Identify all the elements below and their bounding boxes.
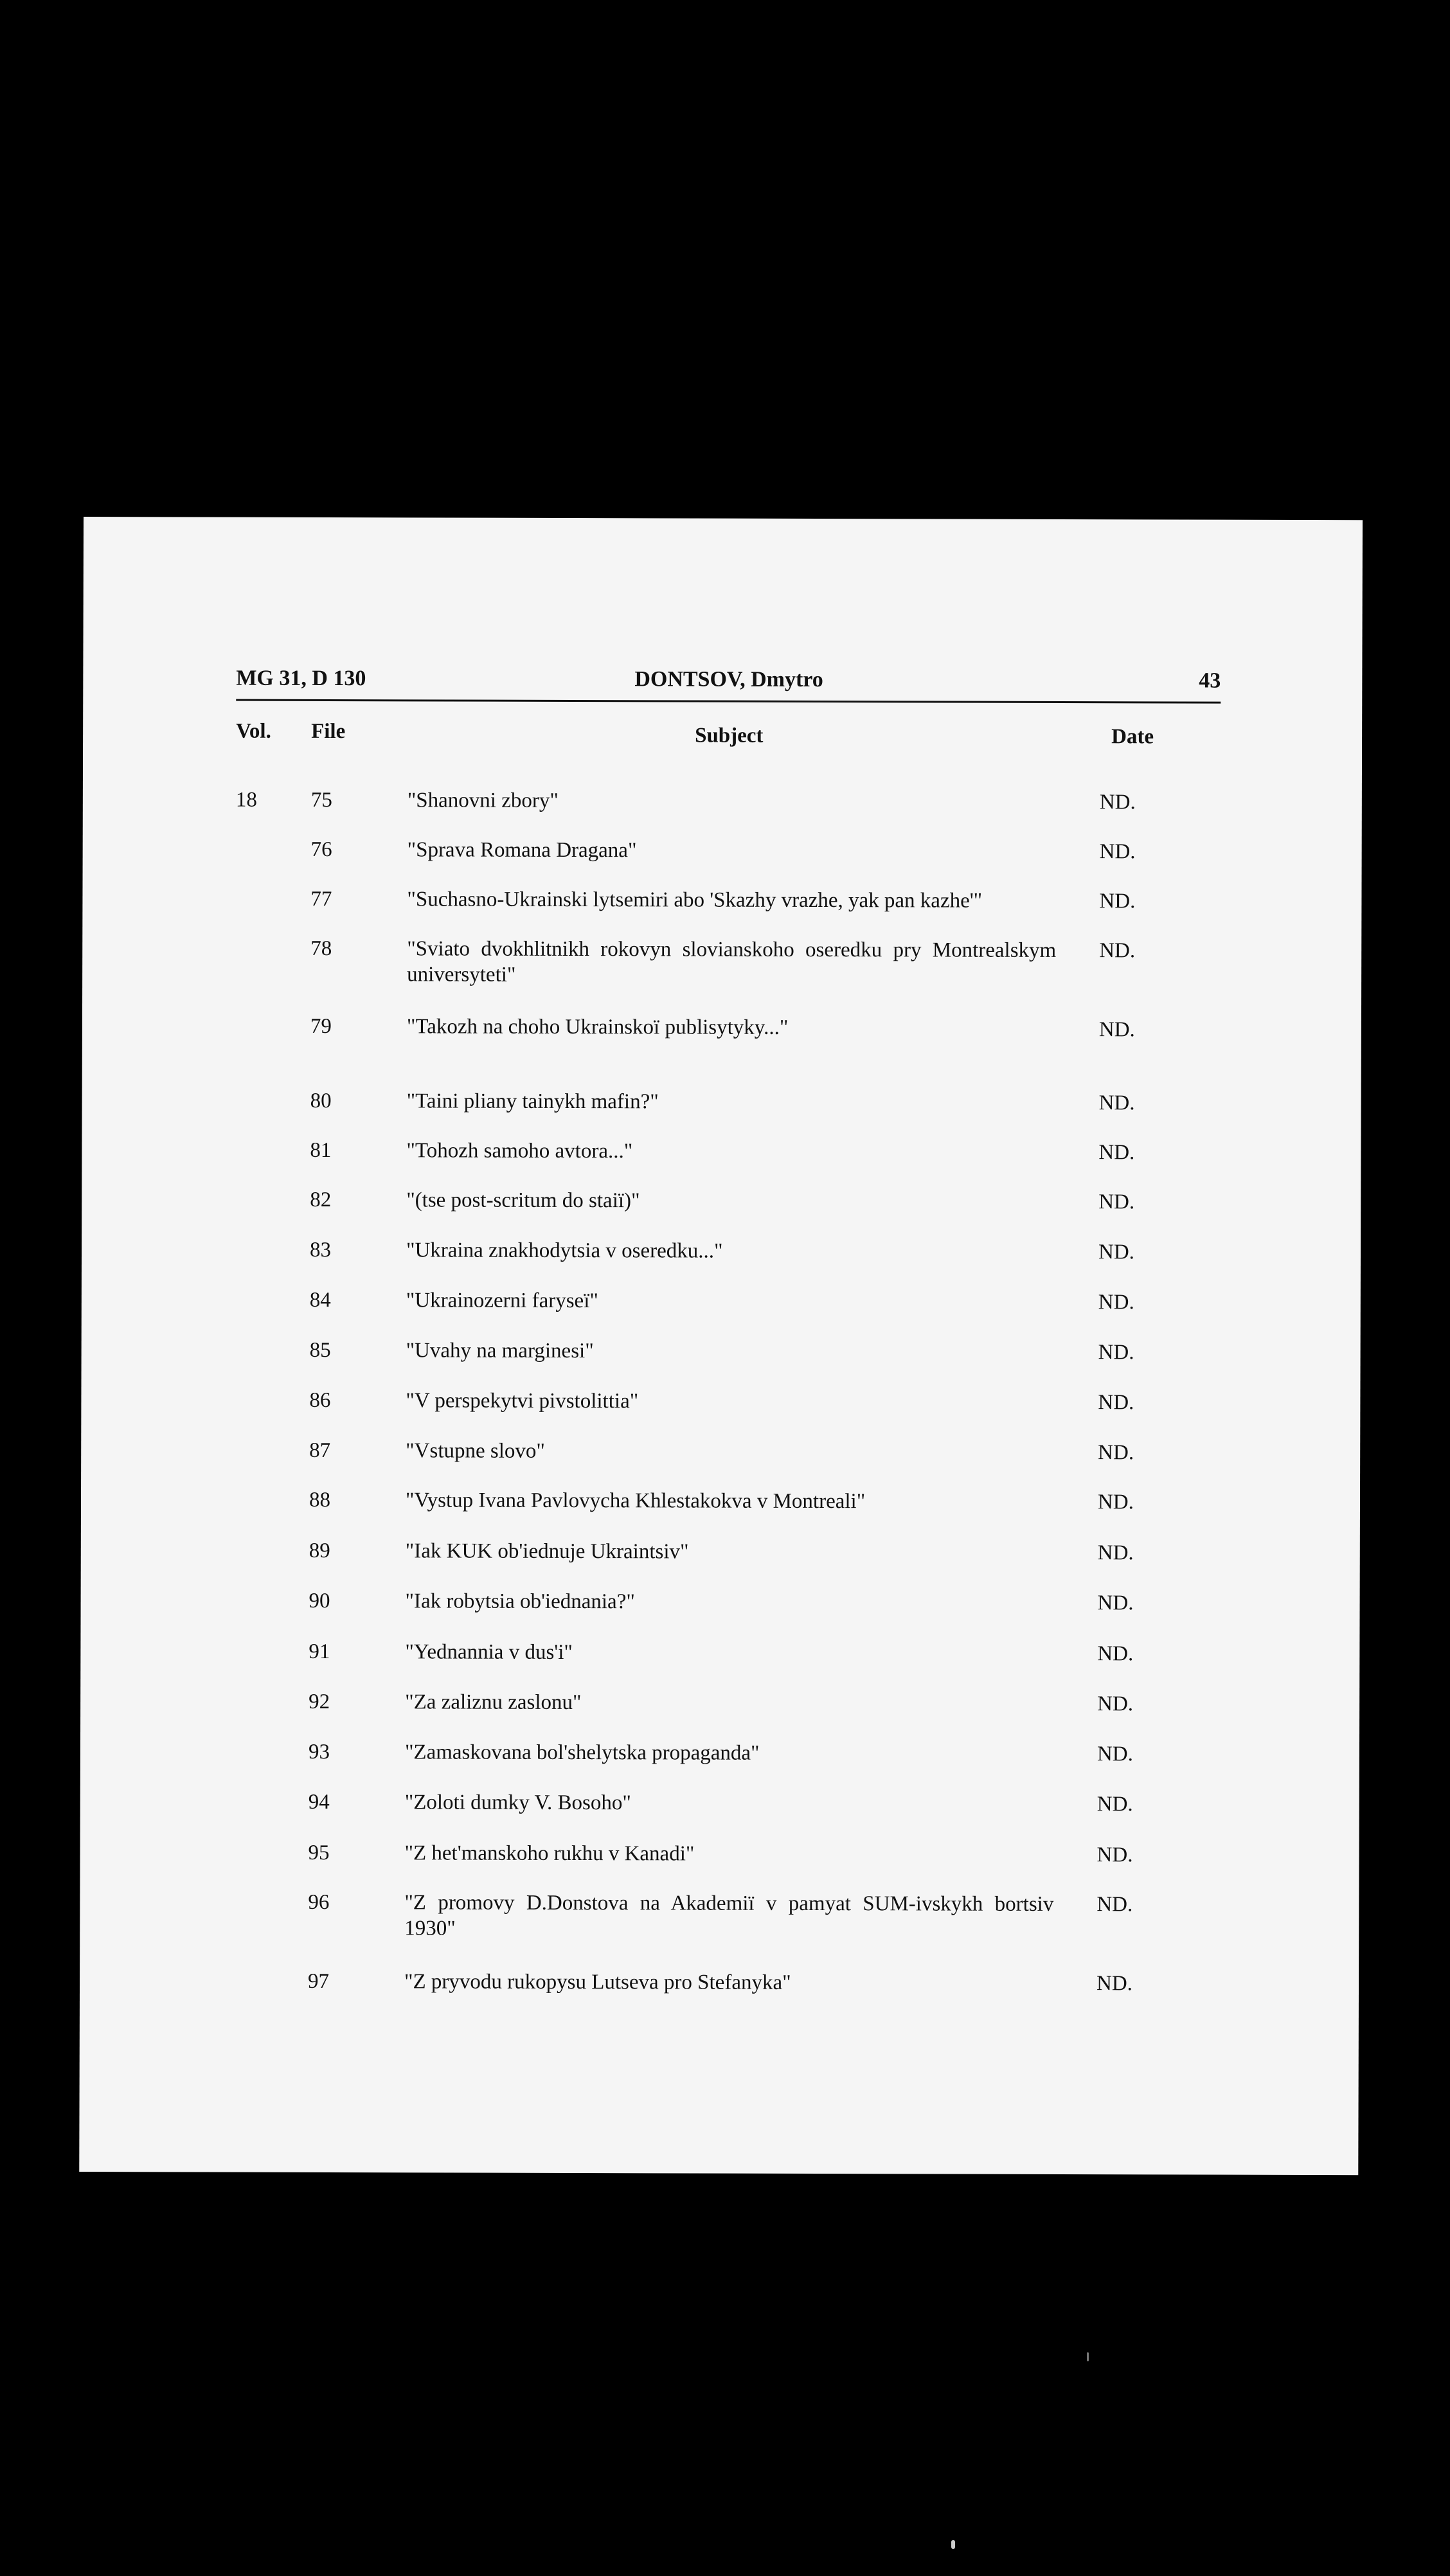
date-cell: ND. <box>1096 1793 1133 1816</box>
date-cell: ND. <box>1097 1642 1134 1666</box>
file-number: 80 <box>310 1089 332 1113</box>
file-number: 84 <box>309 1288 331 1312</box>
table-row <box>82 935 1361 987</box>
file-number: 76 <box>310 837 332 862</box>
subject-text: "Shanovni zbory" <box>407 789 559 812</box>
date-cell: ND. <box>1096 1893 1133 1917</box>
subject-text: "Iak robytsia ob'iednania?" <box>405 1589 635 1614</box>
page-number: 43 <box>1199 668 1221 693</box>
date-cell: ND. <box>1097 1490 1134 1514</box>
file-number: 96 <box>308 1890 330 1915</box>
table-row <box>80 1839 1359 1867</box>
file-number: 75 <box>310 788 332 812</box>
date-cell: ND. <box>1097 1541 1134 1565</box>
file-number: 92 <box>309 1690 330 1714</box>
subject-text: "Z promovy D.Donstova na Akademiï v pamyat SUM-ivskykh bortsiv 1930" <box>404 1891 1054 1940</box>
file-number: 81 <box>310 1138 332 1163</box>
subject-text: "Takozh na choho Ukrainskoï publisytyky..." <box>406 1015 789 1039</box>
file-number: 97 <box>307 1969 330 1994</box>
column-header-vol: Vol. <box>236 719 271 743</box>
subject-text: "Iak KUK ob'iednuje Ukraintsiv" <box>405 1539 689 1564</box>
date-cell: ND. <box>1099 840 1136 864</box>
file-number: 85 <box>309 1338 331 1363</box>
date-cell: ND. <box>1096 1843 1133 1867</box>
table-row <box>82 1013 1361 1042</box>
scan-speck <box>1087 2352 1089 2361</box>
table-row <box>80 1638 1359 1666</box>
subject-text: "Suchasno-Ukrainski lytsemiri abo 'Skazhy vrazhe, yak pan kazhe'" <box>407 888 983 913</box>
table-row <box>81 1537 1360 1565</box>
subject-text: "Z pryvodu rukopysu Lutseva pro Stefanyka" <box>404 1970 791 1994</box>
table-row <box>80 1789 1359 1816</box>
date-cell: ND. <box>1098 1190 1135 1214</box>
table-row <box>82 886 1361 913</box>
table-row <box>80 1889 1359 1940</box>
date-cell: ND. <box>1098 1091 1135 1115</box>
subject-text: "Yednannia v dus'i" <box>405 1640 573 1664</box>
table-row <box>81 1437 1360 1465</box>
table-row <box>81 1588 1360 1615</box>
subject-text: "Zamaskovana bol'shelytska propaganda" <box>404 1740 760 1765</box>
table-row <box>82 1137 1361 1165</box>
date-cell: ND. <box>1098 1018 1135 1042</box>
file-number: 78 <box>310 936 332 961</box>
table-row <box>82 1287 1361 1314</box>
date-cell: ND. <box>1099 791 1136 814</box>
table-row <box>83 836 1362 864</box>
subject-text: "Sviato dvokhlitnikh rokovyn slovianskoho oseredku pry Montrealskym universyteti" <box>407 937 1057 987</box>
date-cell: ND. <box>1098 1441 1134 1465</box>
file-number: 94 <box>308 1790 330 1814</box>
subject-text: "Ukrainozerni faryseï" <box>406 1289 598 1313</box>
date-cell: ND. <box>1099 939 1136 963</box>
file-number: 93 <box>308 1740 330 1764</box>
file-number: 77 <box>310 887 332 911</box>
subject-text: "Tohozh samoho avtora..." <box>406 1139 633 1163</box>
table-row <box>80 1968 1359 1996</box>
file-number: 89 <box>309 1539 330 1563</box>
subject-text: "Vstupne slovo" <box>406 1439 545 1463</box>
table-row <box>81 1387 1360 1415</box>
subject-text: "Taini pliany tainykh mafin?" <box>406 1089 659 1114</box>
subject-text: "Za zaliznu zaslonu" <box>405 1690 582 1715</box>
subject-text: "Zoloti dumky V. Bosoho" <box>404 1791 631 1815</box>
date-cell: ND. <box>1097 1591 1134 1615</box>
file-number: 86 <box>309 1388 331 1413</box>
page-header <box>236 666 1221 701</box>
date-cell: ND. <box>1096 1742 1133 1766</box>
date-cell: ND. <box>1096 1972 1132 1996</box>
table-row <box>82 1337 1361 1364</box>
column-header-file: File <box>311 719 346 744</box>
subject-text: "V perspekytvi pivstolittia" <box>406 1389 639 1413</box>
file-number: 82 <box>310 1188 332 1212</box>
date-cell: ND. <box>1098 1341 1134 1364</box>
column-header-subject: Subject <box>695 724 764 747</box>
date-cell: ND. <box>1098 1391 1134 1415</box>
date-cell: ND. <box>1098 1291 1134 1314</box>
file-number: 91 <box>309 1640 330 1664</box>
file-number: 90 <box>309 1589 330 1613</box>
table-row <box>80 1688 1359 1716</box>
fonds-reference: MG 31, D 130 <box>236 666 366 691</box>
fonds-name: DONTSOV, Dmytro <box>634 667 823 692</box>
vol-cell: 18 <box>235 788 257 812</box>
subject-text: "Vystup Ivana Pavlovycha Khlestakokva v Montreali" <box>405 1489 866 1514</box>
date-cell: ND. <box>1098 1141 1135 1165</box>
table-row <box>82 1087 1361 1115</box>
table-row <box>82 1186 1361 1214</box>
subject-text: "(tse post-scritum do staiï)" <box>406 1188 640 1213</box>
column-header-date: Date <box>1111 725 1154 749</box>
scan-speck <box>951 2540 955 2549</box>
subject-text: "Ukraina znakhodytsia v oseredku..." <box>406 1239 723 1263</box>
table-row <box>82 1237 1361 1264</box>
file-number: 87 <box>309 1438 331 1463</box>
date-cell: ND. <box>1099 890 1136 913</box>
table-row <box>81 1487 1360 1514</box>
table-row <box>83 787 1362 814</box>
subject-text: "Sprava Romana Dragana" <box>407 838 637 863</box>
date-cell: ND. <box>1097 1692 1134 1716</box>
file-number: 88 <box>309 1488 331 1512</box>
file-number: 95 <box>308 1841 330 1865</box>
date-cell: ND. <box>1098 1240 1134 1264</box>
file-number: 79 <box>310 1014 332 1039</box>
file-number: 83 <box>309 1238 332 1262</box>
subject-text: "Uvahy na marginesi" <box>406 1339 594 1363</box>
table-row <box>80 1739 1359 1766</box>
document-page <box>79 517 1363 2175</box>
subject-text: "Z het'manskoho rukhu v Kanadi" <box>404 1841 695 1866</box>
